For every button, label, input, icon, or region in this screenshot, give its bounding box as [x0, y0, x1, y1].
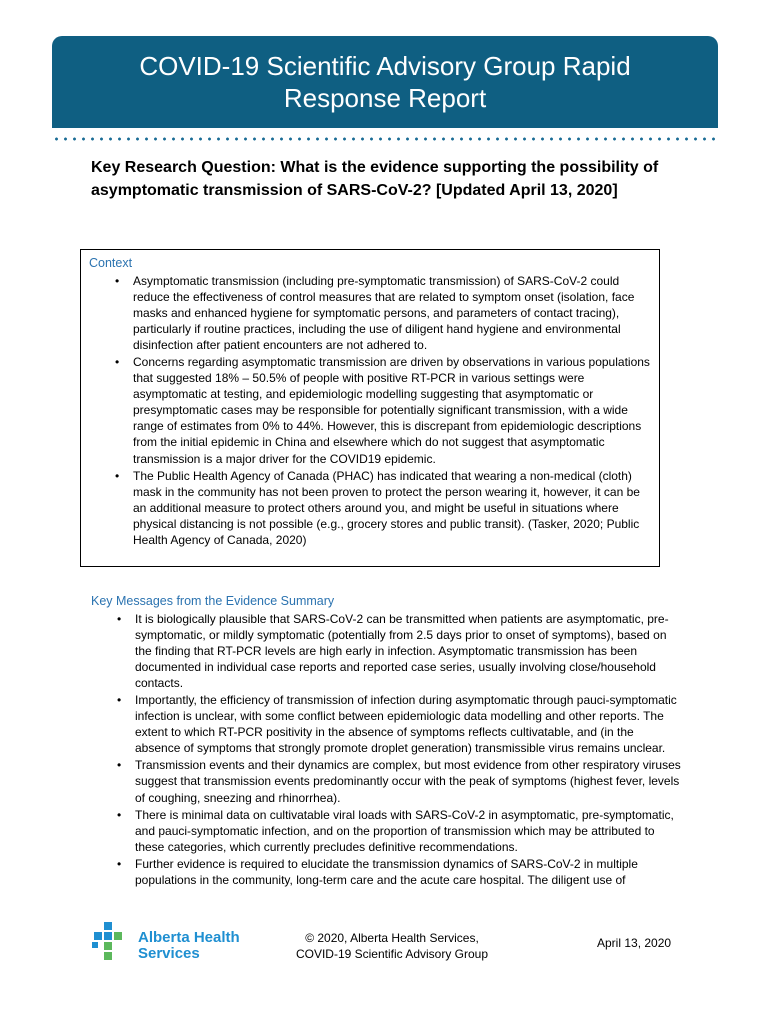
- key-message-bullet: • Transmission events and their dynamics are complex, but most evidence from other respiratory viruses suggest that transmission events predominantly occur with the peak of symptoms (highest fever, levels of coughing, sneezing and rhinorrhea).: [117, 758, 681, 805]
- context-bullet: • Concerns regarding asymptomatic transmission are driven by observations in various populations that suggested 18% – 50.5% of people with positive RT-PCR in various settings were asymptomatic at testing, and epidemiologic modelling suggesting that asymptomatic or presymptomatic cases may be responsible for potentially significant transmission, with a wide range of estimates from 0% to 44%. However, this is discrepant from epidemiologic descriptions from the initial epidemic in China and elsewhere which do not suggest that asymptomatic transmission is a major driver for the COVID19 epidemic.: [115, 355, 650, 466]
- key-messages-section: [91, 594, 681, 932]
- report-title: COVID-19 Scientific Advisory Group Rapid Response Report: [139, 51, 631, 113]
- report-header-band: [52, 36, 718, 128]
- bullet-icon: •: [117, 856, 122, 871]
- bullet-icon: •: [117, 693, 122, 708]
- footer-copyright: © 2020, Alberta Health Services, COVID-19 Scientific Advisory Group: [295, 931, 489, 961]
- context-heading: Context: [89, 256, 133, 270]
- key-message-bullet: • Importantly, the efficiency of transmission of infection during asymptomatic through pauci-symptomatic infection is unclear, with some conflict between epidemiologic data modelling and other reports. The extent to which RT-PCR positivity in the absence of symptoms reflects cultivatable, and (in the absence of symptoms that strongly promote droplet generation) transmissible virus remains unclear.: [117, 693, 677, 756]
- ahs-logo: [90, 920, 240, 964]
- key-messages-heading: Key Messages from the Evidence Summary: [91, 594, 335, 608]
- bullet-icon: •: [117, 807, 122, 822]
- ahs-cross-icon: [90, 920, 134, 964]
- context-bullet: • The Public Health Agency of Canada (PHAC) has indicated that wearing a non-medical (cloth) mask in the community has not been proven to protect the person wearing it, however, it can be an additional measure to protect others around you, and might be useful in situations where physical distancing is not possible (e.g., grocery stores and public transit). (Tasker, 2020; Public Health Agency of Canada, 2020): [115, 468, 640, 547]
- key-message-bullet: • Further evidence is required to elucidate the transmission dynamics of SARS-CoV-2 in multiple populations in the community, long-term care and the acute care hospital. The diligent use of: [117, 856, 638, 887]
- bullet-icon: •: [115, 355, 120, 370]
- key-message-bullet: • There is minimal data on cultivatable viral loads with SARS-CoV-2 in asymptomatic, pre-symptomatic, and pauci-symptomatic infection, and on the proportion of transmission which may be attributed to these categories, which currently precludes definitive recommendations.: [117, 807, 674, 854]
- bullet-icon: •: [117, 612, 122, 626]
- bullet-icon: •: [115, 468, 120, 483]
- footer-date: April 13, 2020: [597, 936, 672, 950]
- context-bullet-list: [89, 273, 651, 548]
- key-message-bullet: • It is biologically plausible that SARS-CoV-2 can be transmitted when patients are asymptomatic, pre-symptomatic, or mildly symptomatic (potentially from 2.5 days prior to onset of symptoms), based on the finding that RT-PCR levels are high early in infection. Asymptomatic transmission has been documented in individual case reports and reported case series, usually involving close/household contacts.: [117, 612, 669, 691]
- key-research-question: Key Research Question: What is the evidence supporting the possibility of asymptomatic transmission of SARS-CoV-2? [Updated April 13, 2020]: [91, 159, 659, 199]
- dotted-divider: [52, 137, 718, 141]
- bullet-icon: •: [117, 758, 122, 773]
- ahs-logo-text: Alberta Health Services: [138, 929, 240, 962]
- context-bullet: • Asymptomatic transmission (including pre-symptomatic transmission) of SARS-CoV-2 could reduce the effectiveness of control measures that are related to symptom onset (isolation, face masks and enhanced hygiene for symptomatic persons, and parameters of contact tracing), particularly if routine practices, including the use of diligent hand hygiene and environmental disinfection after patient encounters are not adhered to.: [115, 274, 635, 353]
- key-messages-list: [91, 611, 681, 888]
- bullet-icon: •: [115, 274, 120, 288]
- context-box: [80, 249, 660, 567]
